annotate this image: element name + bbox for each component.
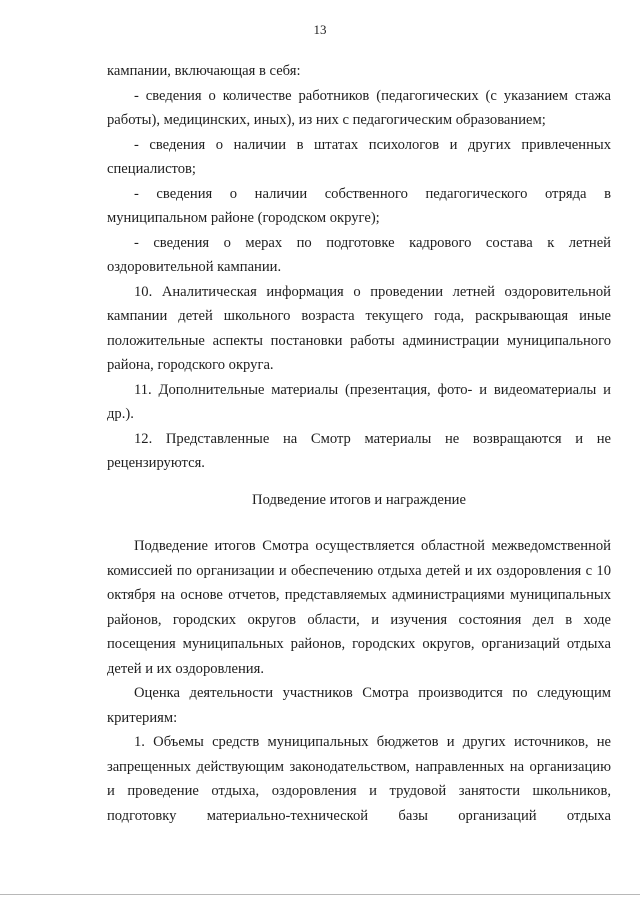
paragraphs-before — [107, 59, 611, 476]
paragraph: 11. Дополнительные материалы (презентация, фото- и видеоматериалы и др.). — [107, 381, 611, 422]
page-number: 13 — [313, 22, 327, 37]
paragraph: - сведения о количестве работников (педагогических (с указанием стажа работы), медицинских, иных), из них с педагогическим образованием; — [107, 87, 611, 128]
paragraph: Подведение итогов Смотра осуществляется областной межведомственной комиссией по организации и обеспечению отдыха детей и их оздоровления с 10 октября на основе отчетов, представляемых администрациями муниципальных районов, городских округов области, и изучения состояния дел в ходе посещения муниципальных районов, городских округов, организаций отдыха детей и их оздоровления. — [107, 538, 611, 677]
paragraph: кампании, включающая в себя: — [107, 63, 301, 79]
paragraph: 12. Представленные на Смотр материалы не возвращаются и не рецензируются. — [107, 430, 611, 471]
section-heading: Подведение итогов и награждение — [252, 491, 466, 508]
paragraph: - сведения о наличии в штатах психологов и других привлеченных специалистов; — [107, 136, 611, 177]
scan-edge-line — [0, 894, 640, 895]
paragraph: 10. Аналитическая информация о проведении летней оздоровительной кампании детей школьного возраста текущего года, раскрывающая иные положительные аспекты постановки работы администрации муниципального района, городского округа. — [107, 283, 611, 373]
paragraph: - сведения о мерах по подготовке кадрового состава к летней оздоровительной кампании. — [107, 234, 611, 275]
paragraph: 1. Объемы средств муниципальных бюджетов и других источников, не запрещенных действующим законодательством, направленных на организацию и проведение отдыха, оздоровления и трудовой занятости школьников, подготовку материально-технической базы организаций отдыха — [107, 734, 611, 824]
paragraph: - сведения о наличии собственного педагогического отряда в муниципальном районе (городском округе); — [107, 185, 611, 226]
paragraphs-after — [107, 534, 611, 828]
document-body — [107, 59, 611, 828]
paragraph: Оценка деятельности участников Смотра производится по следующим критериям: — [107, 685, 611, 726]
